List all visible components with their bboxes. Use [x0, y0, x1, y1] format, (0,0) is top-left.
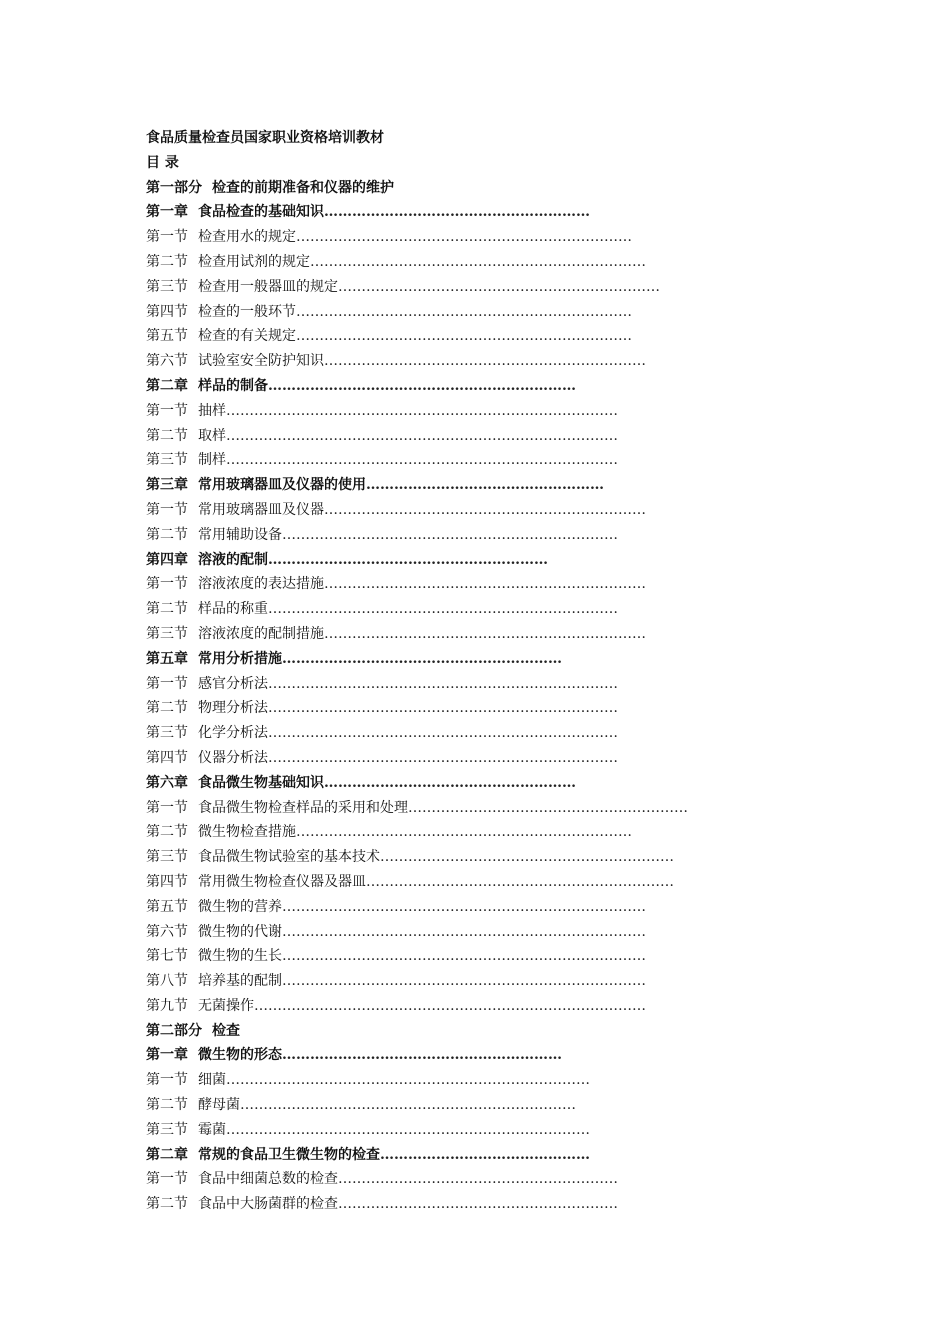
toc-entry-leader-dots: …………………………………………… [366, 477, 604, 494]
toc-entry-number: 第二节 [146, 1097, 188, 1114]
toc-entry-title: 溶液浓度的配制措施 [198, 625, 324, 642]
toc-entry-section [146, 944, 786, 969]
toc-entry-leader-dots: ………………………………………………………… [268, 377, 576, 394]
toc-entry-number: 第三节 [146, 278, 188, 295]
toc-entry-section [146, 994, 786, 1019]
toc-entry-chapter [146, 548, 786, 573]
toc-entry-leader-dots: ………………………………………………… [324, 204, 590, 221]
toc-entry-leader-dots: ………………………………………………………… [366, 873, 674, 890]
toc-entry-chapter [146, 1043, 786, 1068]
toc-entry-part [146, 176, 786, 201]
toc-entry-section [146, 498, 786, 523]
toc-entry-number: 第一节 [146, 402, 188, 419]
toc-entry-number: 第三节 [146, 725, 188, 742]
toc-entry-title: 化学分析法 [198, 725, 268, 742]
toc-entry-leader-dots: …………………………………………………………… [324, 353, 646, 370]
toc-entry-chapter [146, 200, 786, 225]
toc-entry-number: 第一章 [146, 1047, 188, 1064]
toc-entry-leader-dots: ……………………………………………………… [380, 849, 674, 866]
toc-entry-leader-dots: …………………………………………………………………… [226, 1121, 590, 1138]
toc-entry-title: 食品微生物试验室的基本技术 [198, 849, 380, 866]
toc-entry-leader-dots: ……………………………………………………………… [282, 526, 618, 543]
toc-entry-title: 常用分析措施 [198, 650, 282, 667]
toc-entry-title: 制样 [198, 452, 226, 469]
toc-entry-title: 食品中细菌总数的检查 [198, 1171, 338, 1188]
toc-entry-section [146, 1068, 786, 1093]
toc-entry-title: 常用玻璃器皿及仪器的使用 [198, 477, 366, 494]
toc-entry-number: 第二节 [146, 1196, 188, 1213]
toc-entry-number: 第一部分 [146, 179, 202, 196]
toc-entry-leader-dots: ……………………………………………………………… [296, 229, 632, 246]
toc-entry-leader-dots: ………………………………………………………………… [268, 675, 618, 692]
toc-entry-section [146, 448, 786, 473]
toc-entry-leader-dots: …………………………………………………………………… [226, 1072, 590, 1089]
toc-entry-title: 感官分析法 [198, 675, 268, 692]
toc-entry-section [146, 920, 786, 945]
toc-entry-title: 食品中大肠菌群的检查 [198, 1196, 338, 1213]
toc-entry-leader-dots: …………………………………………………………… [338, 278, 660, 295]
toc-entry-section [146, 300, 786, 325]
toc-entry-title: 培养基的配制 [198, 973, 282, 990]
toc-entry-leader-dots: ………………………………………………………………… [268, 725, 618, 742]
toc-heading-text: 目 录 [146, 154, 179, 171]
toc-entry-title: 食品微生物基础知识 [198, 774, 324, 791]
toc-entry-number: 第二节 [146, 253, 188, 270]
toc-entry-section [146, 597, 786, 622]
toc-entry-number: 第四节 [146, 873, 188, 890]
toc-entry-section [146, 572, 786, 597]
toc-entry-title: 常用玻璃器皿及仪器 [198, 501, 324, 518]
toc-entry-section [146, 746, 786, 771]
toc-entry-leader-dots: …………………………………………………… [268, 551, 548, 568]
toc-list [146, 176, 786, 1217]
toc-entry-title: 仪器分析法 [198, 749, 268, 766]
toc-entry-number: 第三节 [146, 1121, 188, 1138]
toc-entry-number: 第二节 [146, 824, 188, 841]
toc-heading [146, 151, 786, 176]
toc-entry-number: 第三节 [146, 625, 188, 642]
toc-entry-number: 第九节 [146, 997, 188, 1014]
toc-entry-leader-dots: …………………………………………………… [338, 1171, 618, 1188]
toc-entry-title: 常用辅助设备 [198, 526, 282, 543]
toc-entry-number: 第二章 [146, 1146, 188, 1163]
toc-entry-section [146, 622, 786, 647]
toc-entry-chapter [146, 473, 786, 498]
toc-entry-title: 无菌操作 [198, 997, 254, 1014]
toc-entry-number: 第一节 [146, 576, 188, 593]
toc-entry-number: 第八节 [146, 973, 188, 990]
toc-entry-number: 第二节 [146, 700, 188, 717]
toc-entry-title: 细菌 [198, 1072, 226, 1089]
toc-entry-part [146, 1019, 786, 1044]
toc-entry-title: 溶液浓度的表达措施 [198, 576, 324, 593]
toc-entry-section [146, 349, 786, 374]
toc-entry-section [146, 275, 786, 300]
toc-entry-leader-dots: …………………………………………………… [338, 1196, 618, 1213]
toc-entry-section [146, 1192, 786, 1217]
toc-entry-leader-dots: …………………………………………………………… [324, 576, 646, 593]
toc-entry-leader-dots: ……………………………………………………………… [296, 328, 632, 345]
toc-entry-title: 样品的制备 [198, 377, 268, 394]
toc-entry-leader-dots: ……………………………………… [380, 1146, 590, 1163]
toc-entry-leader-dots: ……………………………………………… [324, 774, 576, 791]
toc-entry-chapter [146, 647, 786, 672]
toc-entry-number: 第三章 [146, 477, 188, 494]
toc-entry-number: 第五章 [146, 650, 188, 667]
toc-entry-title: 微生物检查措施 [198, 824, 296, 841]
toc-entry-section [146, 870, 786, 895]
toc-entry-section [146, 672, 786, 697]
toc-entry-section [146, 895, 786, 920]
toc-entry-leader-dots: …………………………………………………………… [324, 501, 646, 518]
toc-entry-section [146, 696, 786, 721]
toc-entry-number: 第一节 [146, 799, 188, 816]
toc-entry-section [146, 1167, 786, 1192]
toc-entry-title: 溶液的配制 [198, 551, 268, 568]
toc-entry-leader-dots: …………………………………………………… [282, 1047, 562, 1064]
toc-entry-title: 微生物的营养 [198, 898, 282, 915]
toc-entry-number: 第一章 [146, 204, 188, 221]
toc-entry-leader-dots: ………………………………………………………………………… [226, 427, 618, 444]
toc-entry-title: 抽样 [198, 402, 226, 419]
toc-entry-section [146, 399, 786, 424]
document-title-text: 食品质量检查员国家职业资格培训教材 [146, 130, 384, 146]
toc-entry-chapter [146, 374, 786, 399]
toc-entry-number: 第四节 [146, 303, 188, 320]
toc-entry-number: 第六节 [146, 353, 188, 370]
toc-entry-title: 检查 [212, 1022, 240, 1039]
toc-entry-section [146, 225, 786, 250]
toc-entry-leader-dots: ……………………………………………………………… [296, 824, 632, 841]
toc-entry-section [146, 1093, 786, 1118]
toc-entry-leader-dots: ………………………………………………………………… [268, 601, 618, 618]
toc-entry-chapter [146, 1143, 786, 1168]
toc-entry-number: 第六章 [146, 774, 188, 791]
toc-entry-leader-dots: …………………………………………………………………… [282, 973, 646, 990]
toc-entry-leader-dots: ……………………………………………………………… [310, 253, 646, 270]
toc-entry-section [146, 1118, 786, 1143]
toc-entry-number: 第二节 [146, 427, 188, 444]
toc-entry-number: 第三节 [146, 849, 188, 866]
toc-entry-title: 霉菌 [198, 1121, 226, 1138]
toc-entry-title: 常规的食品卫生微生物的检查 [198, 1146, 380, 1163]
toc-entry-title: 检查用一般器皿的规定 [198, 278, 338, 295]
toc-entry-title: 检查用试剂的规定 [198, 253, 310, 270]
toc-entry-number: 第一节 [146, 1072, 188, 1089]
toc-entry-leader-dots: …………………………………………………………… [324, 625, 646, 642]
toc-entry-number: 第二部分 [146, 1022, 202, 1039]
toc-entry-title: 食品检查的基础知识 [198, 204, 324, 221]
toc-entry-number: 第六节 [146, 923, 188, 940]
toc-entry-number: 第四节 [146, 749, 188, 766]
toc-entry-leader-dots: ……………………………………………………………… [296, 303, 632, 320]
toc-entry-title: 常用微生物检查仪器及器皿 [198, 873, 366, 890]
toc-entry-title: 试验室安全防护知识 [198, 353, 324, 370]
toc-entry-number: 第二章 [146, 377, 188, 394]
toc-entry-chapter [146, 771, 786, 796]
toc-entry-number: 第三节 [146, 452, 188, 469]
toc-entry-title: 检查用水的规定 [198, 229, 296, 246]
toc-entry-title: 物理分析法 [198, 700, 268, 717]
toc-entry-title: 酵母菌 [198, 1097, 240, 1114]
toc-entry-number: 第一节 [146, 1171, 188, 1188]
toc-entry-leader-dots: ………………………………………………………………………… [254, 997, 646, 1014]
toc-entry-title: 检查的有关规定 [198, 328, 296, 345]
toc-entry-section [146, 820, 786, 845]
toc-entry-title: 食品微生物检查样品的采用和处理 [198, 799, 408, 816]
toc-entry-number: 第五节 [146, 898, 188, 915]
toc-entry-section [146, 250, 786, 275]
toc-entry-leader-dots: ………………………………………………………………… [268, 749, 618, 766]
toc-entry-number: 第二节 [146, 601, 188, 618]
toc-entry-number: 第一节 [146, 501, 188, 518]
toc-entry-section [146, 324, 786, 349]
toc-entry-leader-dots: ………………………………………………………………… [268, 700, 618, 717]
toc-entry-leader-dots: …………………………………………………………………… [282, 948, 646, 965]
toc-entry-title: 微生物的形态 [198, 1047, 282, 1064]
toc-entry-title: 微生物的生长 [198, 948, 282, 965]
toc-entry-section [146, 796, 786, 821]
toc-entry-number: 第五节 [146, 328, 188, 345]
toc-entry-leader-dots: ………………………………………………………………………… [226, 402, 618, 419]
toc-entry-leader-dots: ……………………………………………………………… [240, 1097, 576, 1114]
toc-entry-number: 第二节 [146, 526, 188, 543]
toc-entry-number: 第一节 [146, 229, 188, 246]
toc-entry-leader-dots: …………………………………………………… [282, 650, 562, 667]
toc-page [146, 126, 786, 1217]
toc-entry-leader-dots: …………………………………………………………………… [282, 923, 646, 940]
document-title [146, 126, 786, 151]
toc-entry-section [146, 845, 786, 870]
toc-entry-section [146, 721, 786, 746]
toc-entry-leader-dots: …………………………………………………… [408, 799, 688, 816]
toc-entry-title: 检查的一般环节 [198, 303, 296, 320]
toc-entry-section [146, 424, 786, 449]
toc-entry-title: 检查的前期准备和仪器的维护 [212, 179, 394, 196]
toc-entry-section [146, 969, 786, 994]
toc-entry-title: 样品的称重 [198, 601, 268, 618]
toc-entry-number: 第一节 [146, 675, 188, 692]
toc-entry-number: 第七节 [146, 948, 188, 965]
toc-entry-title: 取样 [198, 427, 226, 444]
toc-entry-section [146, 523, 786, 548]
toc-entry-leader-dots: ………………………………………………………………………… [226, 452, 618, 469]
toc-entry-leader-dots: …………………………………………………………………… [282, 898, 646, 915]
toc-entry-title: 微生物的代谢 [198, 923, 282, 940]
toc-entry-number: 第四章 [146, 551, 188, 568]
